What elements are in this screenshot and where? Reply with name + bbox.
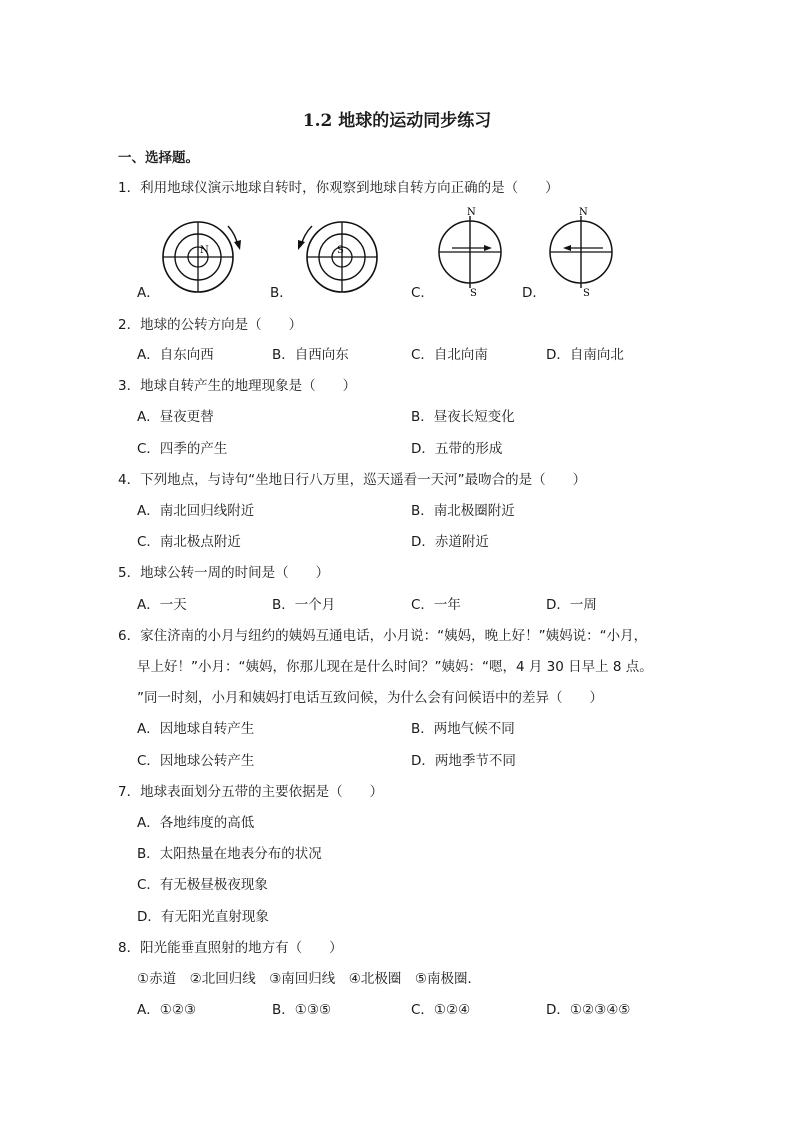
option: C．有无极昼极夜现象: [137, 877, 268, 893]
option: B．①③⑤: [272, 1002, 332, 1018]
option: B．太阳热量在地表分布的状况: [137, 846, 322, 862]
option: D．一周: [546, 597, 597, 613]
question-3-stem: 3．地球自转产生的地理现象是（ ）: [118, 378, 357, 394]
option: B．自西向东: [272, 347, 349, 363]
north-label: N: [579, 207, 588, 218]
option: B．昼夜长短变化: [411, 409, 515, 425]
option: D．两地季节不同: [411, 753, 516, 769]
option: A．各地纬度的高低: [137, 815, 255, 831]
option: D．五带的形成: [411, 441, 503, 457]
option: C．①②④: [411, 1002, 471, 1018]
north-label: N: [467, 207, 476, 218]
question-8-stem: 8．阳光能垂直照射的地方有（ ）: [118, 940, 343, 956]
q1-option-c-label: C．: [411, 285, 434, 301]
option: C．一年: [411, 597, 461, 613]
option: B．两地气候不同: [411, 721, 515, 737]
option: A．一天: [137, 597, 187, 613]
question-5-stem: 5．地球公转一周的时间是（ ）: [118, 565, 330, 581]
option: D．赤道附近: [411, 534, 489, 550]
option: A．南北回归线附近: [137, 503, 255, 519]
question-4-stem: 4．下列地点，与诗句“坐地日行八万里，巡天遥看一天河”最吻合的是（ ）: [118, 472, 587, 488]
section-heading: 一、选择题。: [118, 150, 199, 166]
option: A．昼夜更替: [137, 409, 214, 425]
option: D．自南向北: [546, 347, 624, 363]
page-title: 1.2 地球的运动同步练习: [302, 111, 492, 131]
question-8-items: ①赤道 ②北回归线 ③南回归线 ④北极圈 ⑤南极圈．: [137, 971, 482, 987]
option: B．南北极圈附近: [411, 503, 515, 519]
question-6-stem-line-2: 早上好！”小月：“姨妈，你那儿现在是什么时间？”姨妈：“嗯，4 月 30 日早上 8 点。: [137, 659, 653, 675]
south-label: S: [583, 288, 590, 298]
option: D．有无阳光直射现象: [137, 909, 269, 925]
q1-figure-d: [543, 206, 623, 298]
option: B．一个月: [272, 597, 336, 613]
option: A．自东向西: [137, 347, 214, 363]
option: D．①②③④⑤: [546, 1002, 631, 1018]
question-2-stem: 2．地球的公转方向是（ ）: [118, 317, 303, 333]
option: C．南北极点附近: [137, 534, 241, 550]
q1-figure-c: [432, 206, 512, 298]
q1-option-b-label: B．: [270, 285, 293, 301]
option: C．自北向南: [411, 347, 488, 363]
question-6-stem-line-3: ”同一时刻，小月和姨妈打电话互致问候，为什么会有问候语中的差异（ ）: [137, 690, 603, 706]
option: C．四季的产生: [137, 441, 228, 457]
south-pole-label: S: [337, 245, 344, 256]
q1-option-d-label: D．: [522, 285, 546, 301]
question-6-stem-line-1: 6．家住济南的小月与纽约的姨妈互通电话，小月说：“姨妈，晚上好！”姨妈说：“小月，: [118, 628, 648, 644]
question-1-stem: 1．利用地球仪演示地球自转时，你观察到地球自转方向正确的是（ ）: [118, 180, 559, 196]
question-7-stem: 7．地球表面划分五带的主要依据是（ ）: [118, 784, 384, 800]
south-label: S: [470, 288, 477, 298]
option: A．①②③: [137, 1002, 197, 1018]
q1-option-a-label: A．: [137, 285, 160, 301]
option: C．因地球公转产生: [137, 753, 255, 769]
option: A．因地球自转产生: [137, 721, 255, 737]
q1-figure-a: [158, 214, 248, 294]
north-pole-label: N: [200, 245, 209, 256]
q1-figure-b: [292, 214, 382, 294]
